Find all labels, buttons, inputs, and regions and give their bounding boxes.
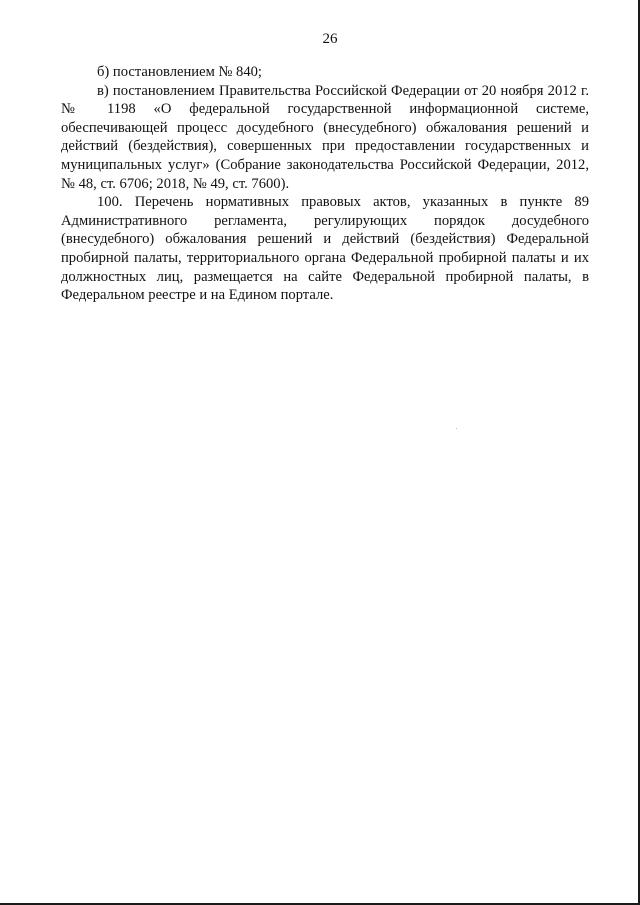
scan-speck	[456, 428, 457, 429]
paragraph-item-v: в) постановлением Правительства Российской Федерации от 20 ноября 2012 г. № 1198 «О федеральной государственной информационной системе, обеспечивающей процесс досудебного (внесудебного) обжалования решений и действий (бездействия), совершенных при предоставлении государственных и муниципальных услуг» (Собрание законодательства Российской Федерации, 2012, № 48, ст. 6706; 2018, № 49, ст. 7600).	[61, 82, 589, 192]
page-number: 26	[322, 31, 338, 47]
paragraph-item-b: б) постановлением № 840;	[97, 64, 262, 80]
paragraph-100: 100. Перечень нормативных правовых актов, указанных в пункте 89 Административного регламента, регулирующих порядок досудебного (внесудебного) обжалования решений и действий (бездействия) Федеральной пробирной палаты, территориального органа Федеральной пробирной палаты и их должностных лиц, размещается на сайте Федеральной пробирной палаты, в Федеральном реестре и на Едином портале.	[61, 194, 589, 304]
document-body	[61, 63, 589, 305]
